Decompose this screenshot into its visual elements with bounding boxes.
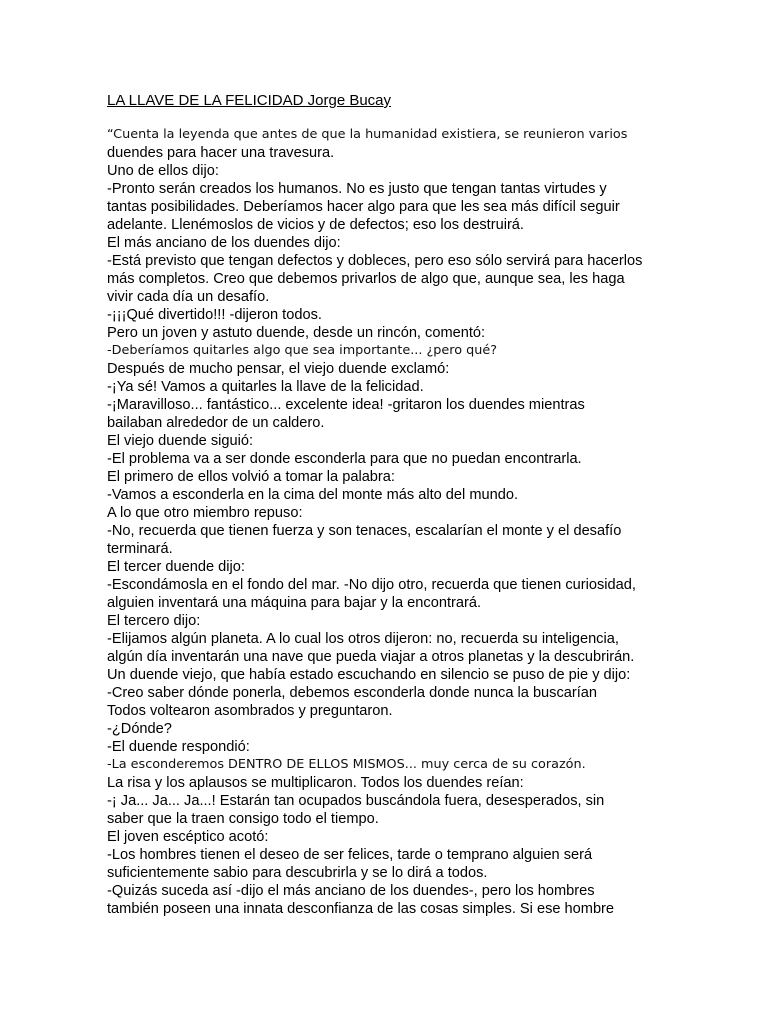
text-line: también poseen una innata desconfianza de las cosas simples. Si ese hombre bbox=[107, 901, 615, 917]
text-line: -¡¡¡Qué divertido!!! -dijeron todos. bbox=[107, 307, 322, 323]
text-line: “Cuenta la leyenda que antes de que la humanidad existiera, se reunieron varios bbox=[107, 127, 628, 142]
text-line: -La esconderemos DENTRO DE ELLOS MISMOS... muy cerca de su corazón. bbox=[107, 757, 586, 772]
text-line: Después de mucho pensar, el viejo duende exclamó: bbox=[107, 361, 450, 377]
text-line: La risa y los aplausos se multiplicaron. Todos los duendes reían: bbox=[107, 775, 524, 791]
document-title: LA LLAVE DE LA FELICIDAD Jorge Bucay bbox=[107, 92, 392, 109]
text-line: -No, recuerda que tienen fuerza y son tenaces, escalarían el monte y el desafío bbox=[107, 523, 622, 539]
text-line: -El problema va a ser donde esconderla para que no puedan encontrarla. bbox=[107, 451, 582, 467]
text-line: El tercer duende dijo: bbox=[107, 559, 245, 575]
text-line: vivir cada día un desafío. bbox=[107, 289, 270, 305]
text-line: -Vamos a esconderla en la cima del monte más alto del mundo. bbox=[107, 487, 518, 503]
text-line: El más anciano de los duendes dijo: bbox=[107, 235, 341, 251]
text-line: duendes para hacer una travesura. bbox=[107, 145, 335, 161]
text-line: Todos voltearon asombrados y preguntaron. bbox=[107, 703, 393, 719]
text-line: -El duende respondió: bbox=[107, 739, 250, 755]
text-line: Pero un joven y astuto duende, desde un rincón, comentó: bbox=[107, 325, 486, 341]
text-line: bailaban alrededor de un caldero. bbox=[107, 415, 325, 431]
text-line: algún día inventarán una nave que pueda viajar a otros planetas y la descubrirán. bbox=[107, 649, 635, 665]
text-line: -Está previsto que tengan defectos y dobleces, pero eso sólo servirá para hacerlos bbox=[107, 253, 643, 269]
text-line: El primero de ellos volvió a tomar la palabra: bbox=[107, 469, 395, 485]
text-line: -Elijamos algún planeta. A lo cual los otros dijeron: no, recuerda su inteligencia, bbox=[107, 631, 619, 647]
text-line: -¿Dónde? bbox=[107, 721, 172, 737]
text-line: terminará. bbox=[107, 541, 173, 557]
text-line: El joven escéptico acotó: bbox=[107, 829, 269, 845]
text-line: saber que la traen consigo todo el tiempo. bbox=[107, 811, 379, 827]
text-line: -¡Maravilloso... fantástico... excelente idea! -gritaron los duendes mientras bbox=[107, 397, 585, 413]
text-line: -Pronto serán creados los humanos. No es justo que tengan tantas virtudes y bbox=[107, 181, 607, 197]
text-line: alguien inventará una máquina para bajar y la encontrará. bbox=[107, 595, 482, 611]
text-line: El viejo duende siguió: bbox=[107, 433, 254, 449]
text-line: adelante. Llenémoslos de vicios y de defectos; eso los destruirá. bbox=[107, 217, 524, 233]
text-line: -Deberíamos quitarles algo que sea importante... ¿pero qué? bbox=[107, 343, 498, 358]
text-line: -¡ Ja... Ja... Ja...! Estarán tan ocupados buscándola fuera, desesperados, sin bbox=[107, 793, 605, 809]
text-line: A lo que otro miembro repuso: bbox=[107, 505, 303, 521]
text-line: tantas posibilidades. Deberíamos hacer algo para que les sea más difícil seguir bbox=[107, 199, 620, 215]
text-line: -¡Ya sé! Vamos a quitarles la llave de la felicidad. bbox=[107, 379, 424, 395]
text-line: Uno de ellos dijo: bbox=[107, 163, 219, 179]
text-line: más completos. Creo que debemos privarlos de algo que, aunque sea, les haga bbox=[107, 271, 625, 287]
text-line: -Los hombres tienen el deseo de ser felices, tarde o temprano alguien será bbox=[107, 847, 593, 863]
document-body bbox=[107, 126, 667, 918]
text-line: -Quizás suceda así -dijo el más anciano de los duendes-, pero los hombres bbox=[107, 883, 595, 899]
text-line: -Creo saber dónde ponerla, debemos esconderla donde nunca la buscarían bbox=[107, 685, 598, 701]
text-line: suficientemente sabio para descubrirla y se lo dirá a todos. bbox=[107, 865, 488, 881]
text-line: Un duende viejo, que había estado escuchando en silencio se puso de pie y dijo: bbox=[107, 667, 631, 683]
text-line: El tercero dijo: bbox=[107, 613, 201, 629]
text-line: -Escondámosla en el fondo del mar. -No dijo otro, recuerda que tienen curiosidad, bbox=[107, 577, 636, 593]
